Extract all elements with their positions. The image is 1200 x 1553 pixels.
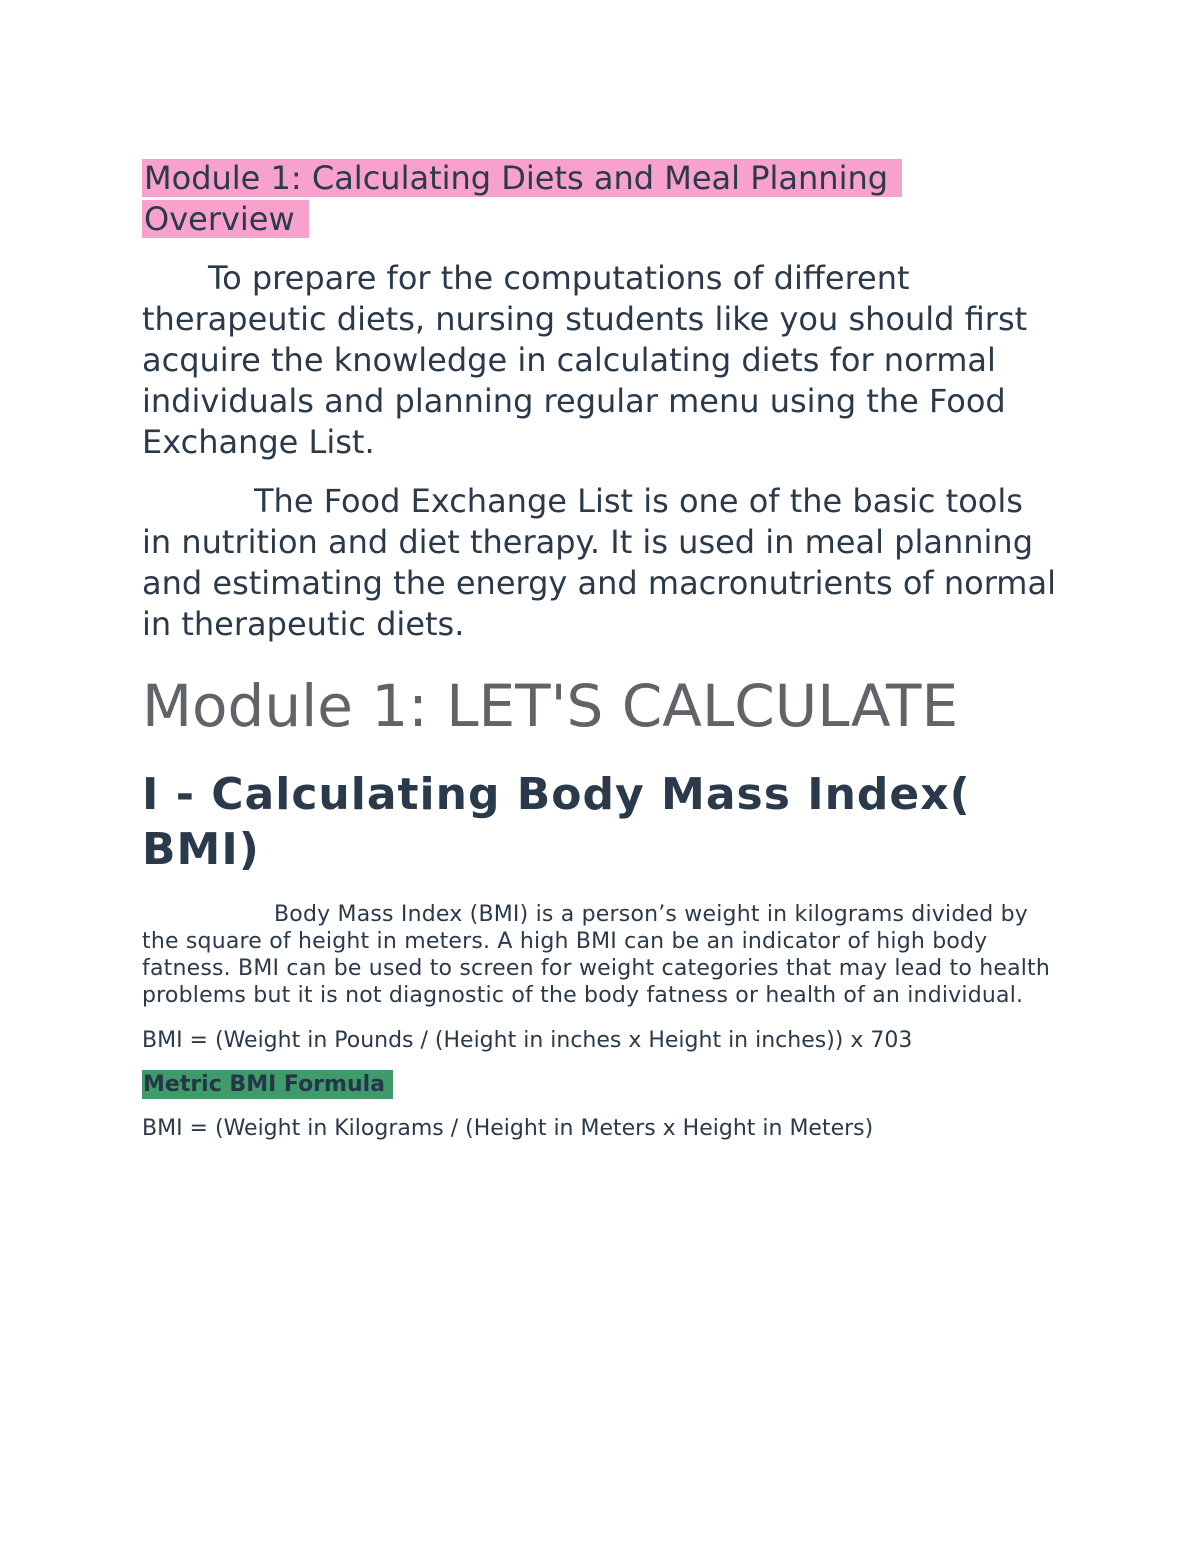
section-title: Module 1: LET'S CALCULATE: [142, 672, 959, 740]
metric-bmi-formula: BMI = (Weight in Kilograms / (Height in Meters x Height in Meters): [142, 1116, 874, 1141]
bmi-description: Body Mass Index (BMI) is a person’s weight in kilograms divided by the square of height in meters. A high BMI can be an indicator of high body fatness. BMI can be used to screen for weight categories that may lead to health problems but it is not diagnostic of the body fatness or health of an individual.: [142, 902, 1051, 1008]
bmi-heading: I - Calculating Body Mass Index( BMI): [142, 769, 971, 875]
food-exchange-paragraph: The Food Exchange List is one of the basic tools in nutrition and diet therapy. It is used in meal planning and estimating the energy and macronutrients of normal in therapeutic diets.: [142, 482, 1056, 643]
metric-label-row: [142, 1054, 1062, 1099]
overview-title-text: Module 1: Calculating Diets and Meal Planning Overview: [142, 159, 902, 238]
intro-paragraph: To prepare for the computations of different therapeutic diets, nursing students like you should first acquire the knowledge in calculating diets for normal individuals and planning regular menu using the Food Exchange List.: [142, 259, 1028, 461]
document-page: [142, 158, 1062, 1142]
overview-title: [142, 158, 1062, 240]
imperial-bmi-formula: BMI = (Weight in Pounds / (Height in inches x Height in inches)) x 703: [142, 1028, 913, 1053]
metric-bmi-label: Metric BMI Formula: [142, 1070, 393, 1099]
